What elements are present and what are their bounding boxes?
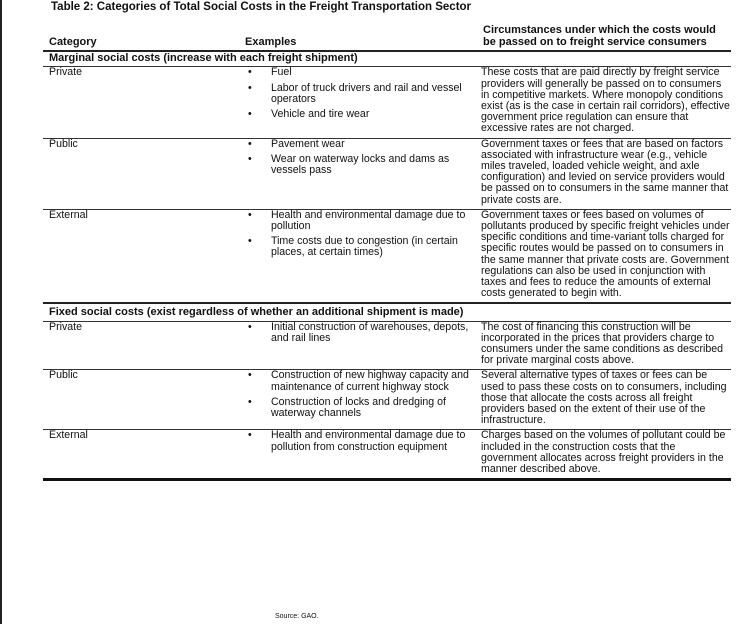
- section-title: Fixed social costs (exist regardless of whether an additional shipment is made): [43, 303, 731, 321]
- circumstances-cell: Several alternative types of taxes or fees can be used to pass these costs on to consumers, including those that allocate the costs across all freight providers based on the extent of their use of the infrastructure.: [481, 370, 731, 430]
- header-category: Category: [43, 22, 239, 51]
- table-row: [43, 430, 731, 480]
- table-row: [43, 67, 731, 138]
- example-text: Vehicle and tire wear: [271, 108, 370, 120]
- bullet-icon: •: [248, 369, 252, 382]
- category-cell: External: [43, 430, 239, 480]
- bullet-icon: •: [248, 137, 252, 150]
- bullet-icon: •: [248, 81, 252, 94]
- example-item: [239, 67, 481, 78]
- circumstances-cell: Government taxes or fees that are based on factors associated with infrastructure wear (e.g., vehicle miles traveled, loaded vehicle weight, and axle configuration) and levied on service providers would be passed on to consumers in the same manner that private costs are.: [481, 138, 731, 209]
- examples-cell: [239, 138, 481, 209]
- table-title: Table 2: Categories of Total Social Costs in the Freight Transportation Sector: [51, 1, 472, 13]
- header-examples: Examples: [239, 22, 481, 51]
- page-edge-line: [0, 0, 2, 624]
- example-item: [239, 370, 481, 392]
- bullet-icon: •: [248, 320, 252, 333]
- examples-list: [239, 430, 481, 452]
- example-text: Initial construction of warehouses, depots, and rail lines: [271, 320, 469, 344]
- examples-list: [239, 210, 481, 259]
- bullet-icon: •: [248, 66, 252, 79]
- category-cell: Public: [43, 370, 239, 430]
- examples-cell: [239, 321, 481, 370]
- section-header-row: [43, 303, 731, 321]
- example-text: Wear on waterway locks and dams as vessels pass: [271, 152, 450, 177]
- example-item: [239, 236, 481, 258]
- example-text: Time costs due to congestion (in certain places, at certain times): [271, 235, 458, 259]
- example-item: [239, 430, 481, 452]
- example-text: Fuel: [271, 66, 292, 79]
- social-costs-table: [43, 22, 731, 481]
- section-title: Marginal social costs (increase with each freight shipment): [43, 51, 731, 67]
- bullet-icon: •: [248, 152, 252, 165]
- header-circumstances: Circumstances under which the costs would be passed on to freight service consumers: [481, 22, 731, 51]
- bullet-icon: •: [248, 395, 252, 408]
- example-item: [239, 322, 481, 344]
- bullet-icon: •: [248, 108, 252, 120]
- example-item: [239, 154, 481, 176]
- examples-list: [239, 322, 481, 344]
- examples-list: [239, 139, 481, 177]
- table-row: [43, 138, 731, 209]
- table-row: [43, 370, 731, 430]
- table-header-row: [43, 22, 731, 51]
- example-item: [239, 83, 481, 105]
- section-header-row: [43, 51, 731, 67]
- examples-list: [239, 67, 481, 120]
- examples-cell: [239, 67, 481, 138]
- example-text: Pavement wear: [271, 137, 345, 150]
- category-cell: Public: [43, 138, 239, 209]
- example-text: Health and environmental damage due to pollution from construction equipment: [271, 429, 466, 453]
- circumstances-cell: Government taxes or fees based on volumes of pollutants produced by specific freight vehicles under specific conditions and time-variant tolls charged for specific routes would be passed on to consumers in the same manner that private costs are. Government regulations can also be used in conjunction with taxes and fees to reduce the amounts of external costs generated to begin with.: [481, 209, 731, 303]
- table-row: [43, 209, 731, 303]
- category-cell: Private: [43, 67, 239, 138]
- circumstances-cell: The cost of financing this construction will be incorporated in the prices that providers charge to consumers under the same conditions as described for private marginal costs above.: [481, 321, 731, 370]
- example-text: Construction of new highway capacity and maintenance of current highway stock: [271, 369, 469, 393]
- circumstances-cell: These costs that are paid directly by freight service providers will generally be passed on to consumers in competitive markets. Where monopoly conditions exist (as is the case in certain rail corridors), effective government price regulation can ensure that excessive rates are not charged.: [481, 67, 731, 138]
- example-item: [239, 210, 481, 232]
- category-cell: External: [43, 209, 239, 303]
- example-item: [239, 139, 481, 150]
- examples-list: [239, 370, 481, 419]
- category-cell: Private: [43, 321, 239, 370]
- examples-cell: [239, 209, 481, 303]
- example-item: [239, 109, 481, 120]
- example-text: Health and environmental damage due to pollution: [271, 208, 466, 233]
- bullet-icon: •: [248, 208, 252, 221]
- source-note: Source: GAO.: [275, 613, 319, 620]
- example-item: [239, 397, 481, 419]
- examples-cell: [239, 370, 481, 430]
- example-text: Construction of locks and dredging of waterway channels: [271, 395, 446, 420]
- circumstances-cell: Charges based on the volumes of pollutant could be included in the construction costs that the government allocates across freight providers in the manner described above.: [481, 430, 731, 480]
- bullet-icon: •: [248, 235, 252, 248]
- table-row: [43, 321, 731, 370]
- examples-cell: [239, 430, 481, 480]
- example-text: Labor of truck drivers and rail and vessel operators: [271, 81, 462, 105]
- bullet-icon: •: [248, 429, 252, 442]
